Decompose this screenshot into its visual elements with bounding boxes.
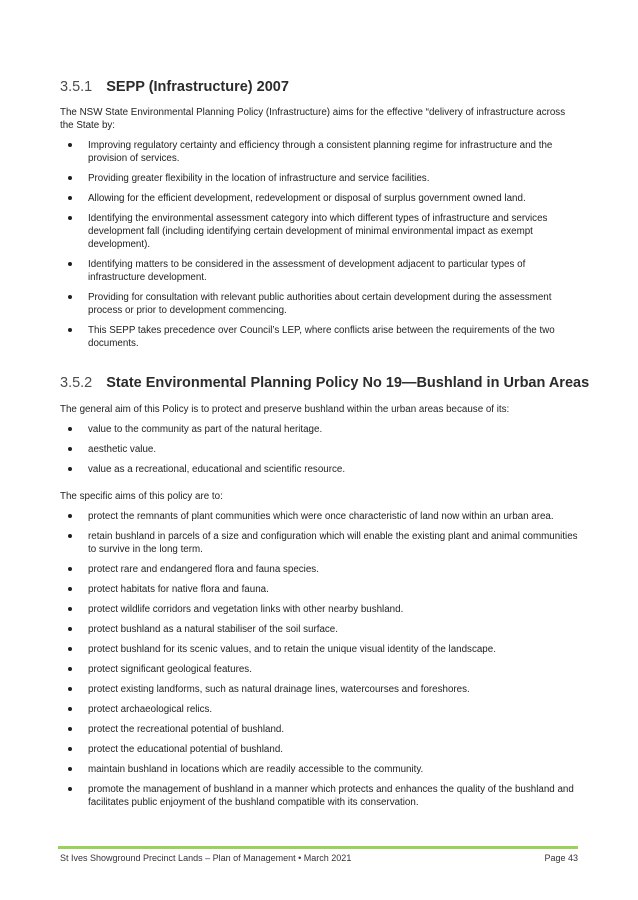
list-item	[60, 212, 580, 251]
section-title: State Environmental Planning Policy No 19—Bushland in Urban Areas	[106, 375, 590, 391]
bullet-icon	[68, 467, 72, 471]
list-item	[60, 563, 580, 576]
general-aims-list	[60, 423, 580, 483]
bullet-icon	[68, 216, 72, 220]
list-item-text: This SEPP takes precedence over Council’s LEP, where conflicts arise between the requirements of the two documents.	[88, 325, 555, 349]
list-item-text: promote the management of bushland in a manner which protects and enhances the quality of the bushland and facilitates public enjoyment of the bushland compatible with its conservation.	[88, 784, 574, 808]
list-item	[60, 463, 580, 476]
bullet-icon	[68, 262, 72, 266]
list-item-text: protect wildlife corridors and vegetation links with other nearby bushland.	[88, 604, 404, 615]
specific-aims-intro: The specific aims of this policy are to:	[60, 491, 223, 502]
list-item-text: protect bushland as a natural stabiliser of the soil surface.	[88, 624, 338, 635]
list-item-text: Providing for consultation with relevant public authorities about certain development during the assessment process or prior to development commencing.	[88, 292, 552, 316]
bullet-icon	[68, 295, 72, 299]
bullet-icon	[68, 647, 72, 651]
bullet-icon	[68, 687, 72, 691]
list-item-text: protect the remnants of plant communities which were once characteristic of land now within an urban area.	[88, 511, 554, 522]
bullet-icon	[68, 176, 72, 180]
list-item	[60, 192, 580, 205]
list-item	[60, 703, 580, 716]
list-item-text: protect existing landforms, such as natural drainage lines, watercourses and foreshores.	[88, 684, 470, 695]
list-item	[60, 443, 580, 456]
bullet-icon	[68, 447, 72, 451]
footer-page-number: Page 43	[544, 853, 578, 863]
bullet-icon	[68, 328, 72, 332]
list-item-text: protect rare and endangered flora and fauna species.	[88, 564, 319, 575]
list-item-text: value as a recreational, educational and scientific resource.	[88, 464, 346, 475]
footer-document-title: St Ives Showground Precinct Lands – Plan of Management • March 2021	[60, 853, 352, 863]
section-number: 3.5.1	[60, 79, 93, 95]
bullet-icon	[68, 143, 72, 147]
bullet-icon	[68, 534, 72, 538]
list-item	[60, 663, 580, 676]
list-item-text: value to the community as part of the natural heritage.	[88, 424, 323, 435]
list-item-text: protect habitats for native flora and fauna.	[88, 584, 269, 595]
list-item-text: protect significant geological features.	[88, 664, 252, 675]
bullet-icon	[68, 767, 72, 771]
list-item	[60, 291, 580, 317]
list-item	[60, 603, 580, 616]
list-item-text: maintain bushland in locations which are readily accessible to the community.	[88, 764, 424, 775]
bullet-icon	[68, 787, 72, 791]
list-item	[60, 783, 580, 809]
bullet-icon	[68, 514, 72, 518]
list-item	[60, 324, 580, 350]
list-item	[60, 139, 580, 165]
bullet-icon	[68, 196, 72, 200]
list-item-text: aesthetic value.	[88, 444, 157, 455]
list-item	[60, 623, 580, 636]
section-intro: The NSW State Environmental Planning Policy (Infrastructure) aims for the effective “delivery of infrastructure across the State by:	[60, 107, 566, 131]
list-item-text: retain bushland in parcels of a size and configuration which will enable the existing plant and animal communities to survive in the long term.	[88, 531, 578, 555]
list-item-text: protect the recreational potential of bushland.	[88, 724, 285, 735]
list-item-text: protect archaeological relics.	[88, 704, 213, 715]
bullet-icon	[68, 607, 72, 611]
list-item-text: protect the educational potential of bushland.	[88, 744, 283, 755]
list-item	[60, 423, 580, 436]
bullet-icon	[68, 747, 72, 751]
footer-rule	[58, 846, 578, 849]
specific-aims-list	[60, 510, 580, 816]
bullet-icon	[68, 707, 72, 711]
list-item-text: Allowing for the efficient development, redevelopment or disposal of surplus government owned land.	[88, 193, 526, 204]
section-heading-3-5-2	[60, 375, 589, 391]
section-title: SEPP (Infrastructure) 2007	[106, 79, 289, 95]
list-item	[60, 530, 580, 556]
section-intro: The general aim of this Policy is to protect and preserve bushland within the urban areas because of its:	[60, 404, 510, 415]
bullet-icon	[68, 627, 72, 631]
list-item-text: Improving regulatory certainty and efficiency through a consistent planning regime for infrastructure and the provision of services.	[88, 140, 553, 164]
list-item	[60, 172, 580, 185]
list-item	[60, 683, 580, 696]
bullet-icon	[68, 427, 72, 431]
list-item	[60, 510, 580, 523]
section-heading-3-5-1	[60, 79, 289, 95]
list-item	[60, 763, 580, 776]
bullet-icon	[68, 667, 72, 671]
list-item	[60, 643, 580, 656]
section-number: 3.5.2	[60, 375, 93, 391]
list-item	[60, 723, 580, 736]
list-item-text: Identifying matters to be considered in the assessment of development adjacent to particular types of infrastructure development.	[88, 259, 526, 283]
infrastructure-aims-list	[60, 139, 580, 357]
bullet-icon	[68, 567, 72, 571]
list-item	[60, 743, 580, 756]
list-item	[60, 583, 580, 596]
list-item-text: Providing greater flexibility in the location of infrastructure and service facilities.	[88, 173, 430, 184]
list-item-text: protect bushland for its scenic values, and to retain the unique visual identity of the landscape.	[88, 644, 496, 655]
bullet-icon	[68, 587, 72, 591]
list-item-text: Identifying the environmental assessment category into which different types of infrastructure and services development fall (including identifying certain development of minimal environmental impact as exempt development).	[88, 213, 548, 250]
list-item	[60, 258, 580, 284]
bullet-icon	[68, 727, 72, 731]
